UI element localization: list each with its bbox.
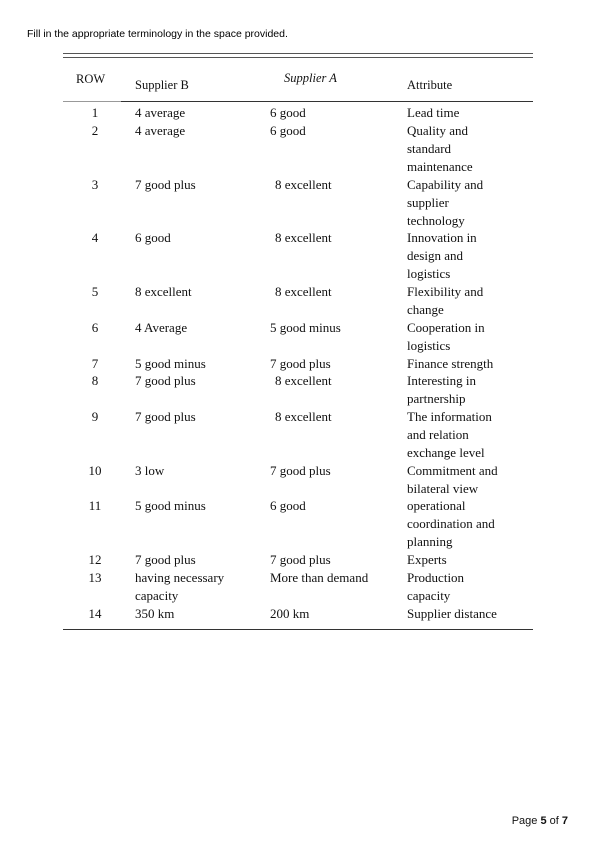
row-number: 14 xyxy=(88,606,102,621)
supplier-a-cell: 200 km xyxy=(270,606,310,621)
supplier-b-cell: 8 excellent xyxy=(135,284,192,299)
supplier-b-cell: 4 Average xyxy=(135,320,188,335)
header-row: ROW xyxy=(76,72,106,86)
supplier-b-cell: 5 good minus xyxy=(135,356,206,371)
row-number: 11 xyxy=(88,498,102,513)
row-number: 4 xyxy=(91,230,99,245)
supplier-a-cell: 8 excellent xyxy=(275,373,332,388)
attribute-cell: Innovation in design and logistics xyxy=(407,230,477,281)
attribute-cell: Quality and standard maintenance xyxy=(407,123,473,174)
supplier-b-cell: 4 average xyxy=(135,123,186,138)
row-number: 6 xyxy=(91,320,99,335)
attribute-cell: Commitment and bilateral view xyxy=(407,463,498,496)
page-number xyxy=(512,815,568,827)
header-rule xyxy=(121,101,533,102)
supplier-b-cell: 7 good plus xyxy=(135,552,196,567)
row-number: 10 xyxy=(88,463,102,478)
attribute-cell: operational coordination and planning xyxy=(407,498,495,549)
supplier-b-cell: 350 km xyxy=(135,606,175,621)
instruction-text: Fill in the appropriate terminology in the space provided. xyxy=(27,28,288,40)
supplier-b-cell: having necessary capacity xyxy=(135,570,225,603)
attribute-cell: Supplier distance xyxy=(407,606,497,621)
page-middle: of xyxy=(546,815,562,827)
page-prefix: Page xyxy=(511,815,541,827)
attribute-cell: Cooperation in logistics xyxy=(407,320,485,353)
row-number: 2 xyxy=(91,123,99,138)
row-number: 8 xyxy=(91,373,99,388)
supplier-a-cell: 7 good plus xyxy=(270,463,331,478)
table-top-rule xyxy=(63,53,533,54)
page-current: 5 xyxy=(540,815,547,827)
supplier-b-cell: 3 low xyxy=(135,463,165,478)
attribute-cell: Interesting in partnership xyxy=(407,373,476,406)
attribute-cell: The information and relation exchange level xyxy=(407,409,492,460)
supplier-a-cell: 8 excellent xyxy=(275,284,332,299)
row-number: 5 xyxy=(91,284,99,299)
attribute-cell: Finance strength xyxy=(407,356,494,371)
supplier-a-cell: 5 good minus xyxy=(270,320,341,335)
header-attribute: Attribute xyxy=(407,78,453,92)
header-rule-left xyxy=(63,101,121,102)
supplier-b-cell: 5 good minus xyxy=(135,498,206,513)
supplier-b-cell: 7 good plus xyxy=(135,177,196,192)
table-bottom-rule xyxy=(63,629,533,630)
supplier-b-cell: 4 average xyxy=(135,105,186,120)
header-supplier-b: Supplier B xyxy=(135,78,189,92)
attribute-cell: Experts xyxy=(407,552,447,567)
table-top-rule-second xyxy=(63,57,533,58)
supplier-b-cell: 6 good xyxy=(135,230,171,245)
row-number: 13 xyxy=(88,570,102,585)
attribute-cell: Lead time xyxy=(407,105,460,120)
attribute-cell: Flexibility and change xyxy=(407,284,484,317)
supplier-a-cell: 7 good plus xyxy=(270,552,331,567)
supplier-a-cell: 8 excellent xyxy=(275,409,332,424)
page-total: 7 xyxy=(561,815,568,827)
row-number: 7 xyxy=(91,356,99,371)
row-number: 12 xyxy=(88,552,102,567)
supplier-b-cell: 7 good plus xyxy=(135,409,196,424)
supplier-a-cell: 8 excellent xyxy=(275,177,332,192)
supplier-a-cell: 6 good xyxy=(270,105,306,120)
row-number: 3 xyxy=(91,177,99,192)
supplier-b-cell: 7 good plus xyxy=(135,373,196,388)
supplier-a-cell: More than demand xyxy=(270,570,369,585)
supplier-a-cell: 6 good xyxy=(270,498,306,513)
supplier-a-cell: 6 good xyxy=(270,123,306,138)
attribute-cell: Production capacity xyxy=(407,570,465,603)
header-supplier-a: Supplier A xyxy=(284,71,337,85)
supplier-a-cell: 8 excellent xyxy=(275,230,332,245)
row-number: 1 xyxy=(91,105,99,120)
supplier-a-cell: 7 good plus xyxy=(270,356,331,371)
attribute-cell: Capability and supplier technology xyxy=(407,177,484,228)
row-number: 9 xyxy=(91,409,99,424)
